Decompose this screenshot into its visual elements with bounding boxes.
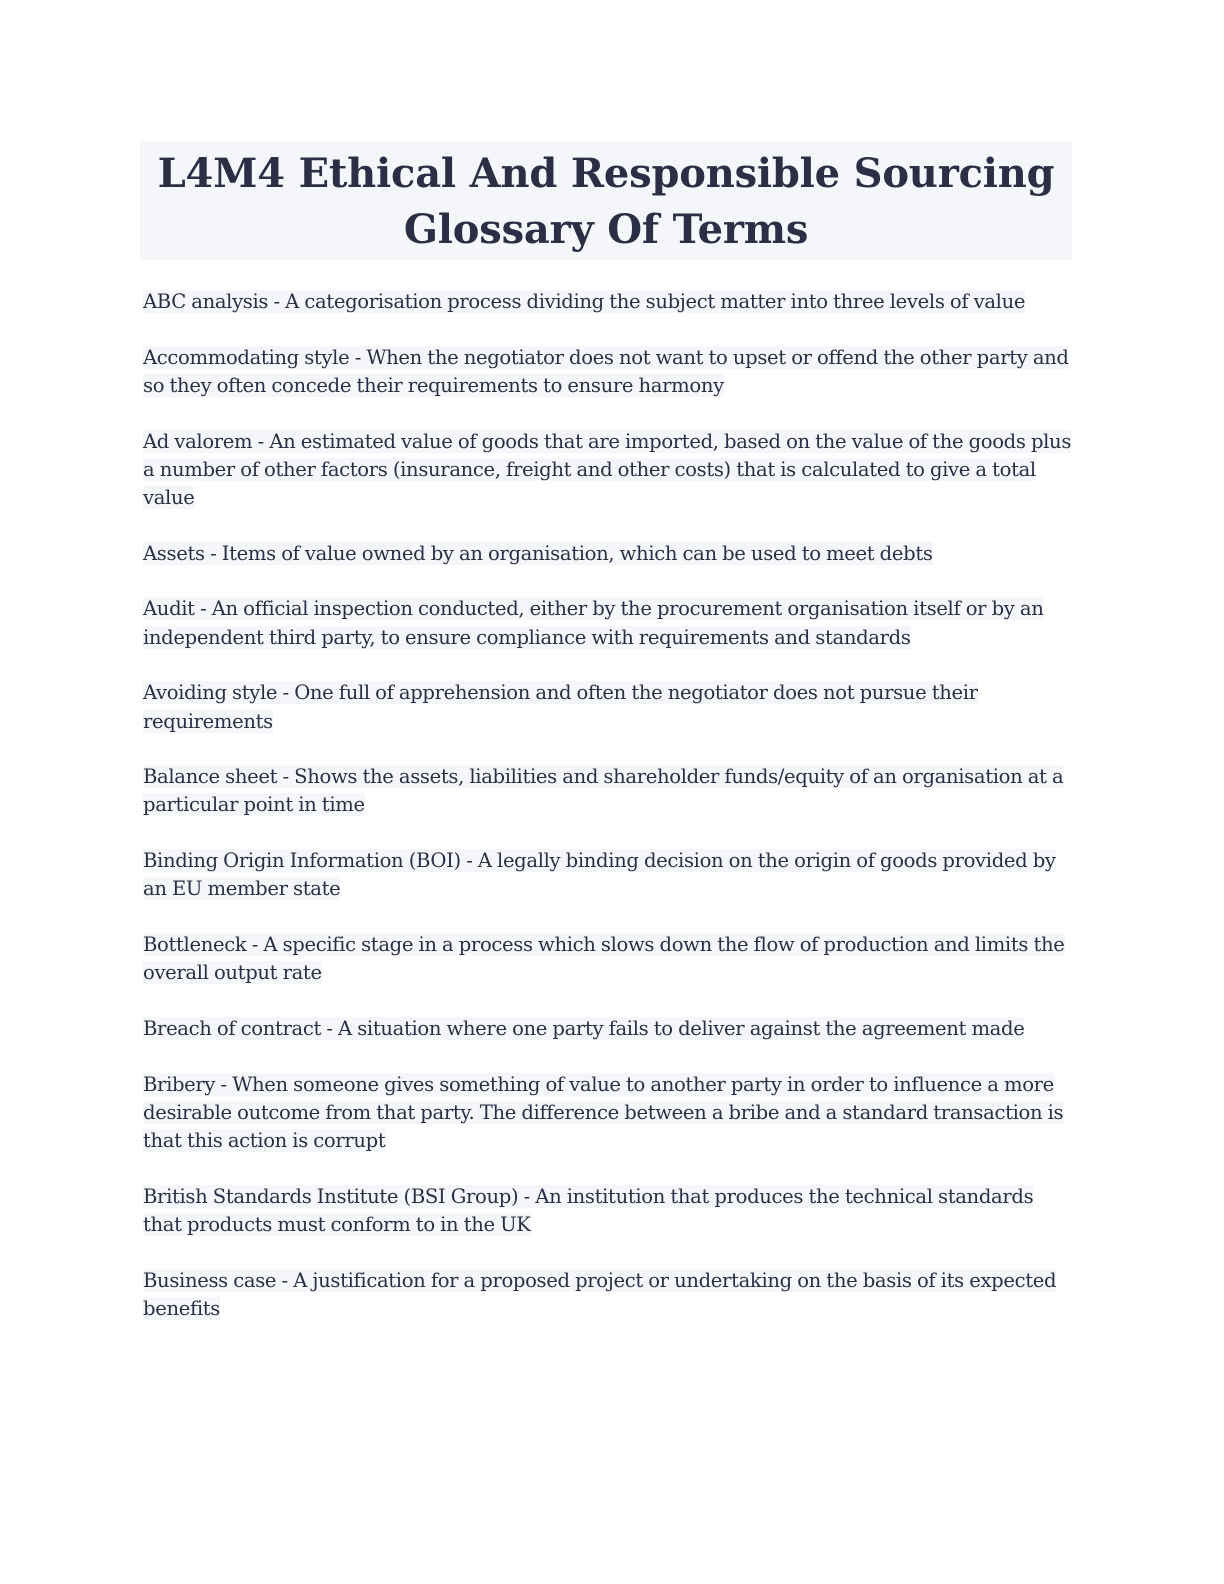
glossary-entry: Binding Origin Information (BOI) - A legally binding decision on the origin of goods provided by an EU member state bbox=[143, 849, 1056, 901]
glossary-term: British Standards Institute (BSI Group) bbox=[143, 1184, 519, 1208]
glossary-term: Audit bbox=[143, 597, 195, 621]
glossary-definition: A situation where one party fails to deliver against the agreement made bbox=[338, 1016, 1025, 1040]
glossary-definition: Items of value owned by an organisation, which can be used to meet debts bbox=[221, 541, 933, 565]
glossary-term: Breach of contract bbox=[143, 1016, 321, 1040]
glossary-term: Avoiding style bbox=[143, 681, 278, 705]
glossary-term: Binding Origin Information (BOI) bbox=[143, 849, 461, 873]
glossary-entry: Accommodating style - When the negotiator does not want to upset or offend the other party and so they often concede their requirements to ensure harmony bbox=[143, 345, 1069, 397]
glossary-term: Balance sheet bbox=[143, 765, 278, 789]
glossary-entry: Breach of contract - A situation where one party fails to deliver against the agreement made bbox=[143, 1016, 1025, 1040]
glossary-entry: Balance sheet - Shows the assets, liabilities and shareholder funds/equity of an organisation at a particular point in time bbox=[143, 765, 1064, 817]
glossary-definition: When someone gives something of value to another party in order to influence a more desirable outcome from that party. The difference between a bribe and a standard transaction is that this action is corrupt bbox=[143, 1072, 1064, 1153]
glossary-entry: Avoiding style - One full of apprehension and often the negotiator does not pursue their requirements bbox=[143, 681, 978, 733]
glossary-definition: A justification for a proposed project or undertaking on the basis of its expected benefits bbox=[143, 1268, 1057, 1320]
title-line-1: L4M4 Ethical And Responsible Sourcing bbox=[157, 150, 1055, 197]
glossary-entry: Bottleneck - A specific stage in a process which slows down the flow of production and limits the overall output rate bbox=[143, 933, 1065, 985]
glossary-entry: ABC analysis - A categorisation process dividing the subject matter into three levels of value bbox=[143, 290, 1026, 313]
glossary-term: Bottleneck bbox=[143, 933, 247, 957]
title-line-2: Glossary Of Terms bbox=[403, 206, 809, 253]
glossary-entry: Ad valorem - An estimated value of goods that are imported, based on the value of the goods plus a number of other factors (insurance, freight and other costs) that is calculated to give a total value bbox=[143, 429, 1072, 510]
glossary-definition: An estimated value of goods that are imported, based on the value of the goods plus a number of other factors (insurance, freight and other costs) that is calculated to give a total value bbox=[143, 429, 1072, 510]
glossary-definition: A legally binding decision on the origin of goods provided by an EU member state bbox=[143, 849, 1056, 901]
glossary-term: ABC analysis bbox=[143, 290, 269, 313]
glossary-term: Bribery bbox=[143, 1072, 216, 1096]
glossary-definition: A categorisation process dividing the subject matter into three levels of value bbox=[285, 290, 1026, 313]
glossary-definition: An official inspection conducted, either by the procurement organisation itself or by an independent third party, to ensure compliance with requirements and standards bbox=[143, 597, 1044, 649]
glossary-term: Assets bbox=[143, 541, 205, 565]
glossary-list bbox=[140, 288, 1072, 1323]
glossary-term: Ad valorem bbox=[143, 429, 253, 453]
glossary-definition: Shows the assets, liabilities and shareholder funds/equity of an organisation at a particular point in time bbox=[143, 765, 1064, 817]
glossary-definition: When the negotiator does not want to upset or offend the other party and so they often concede their requirements to ensure harmony bbox=[143, 345, 1069, 397]
glossary-entry: British Standards Institute (BSI Group) - An institution that produces the technical standards that products must conform to in the UK bbox=[143, 1184, 1034, 1236]
glossary-term: Accommodating style bbox=[143, 345, 350, 369]
glossary-term: Business case bbox=[143, 1268, 277, 1292]
glossary-entry: Audit - An official inspection conducted, either by the procurement organisation itself or by an independent third party, to ensure compliance with requirements and standards bbox=[143, 597, 1044, 649]
glossary-entry: Bribery - When someone gives something of value to another party in order to influence a more desirable outcome from that party. The difference between a bribe and a standard transaction is that this action is corrupt bbox=[143, 1072, 1064, 1153]
glossary-entry: Business case - A justification for a proposed project or undertaking on the basis of its expected benefits bbox=[143, 1268, 1057, 1320]
glossary-definition: A specific stage in a process which slows down the flow of production and limits the overall output rate bbox=[143, 933, 1065, 985]
glossary-definition: One full of apprehension and often the negotiator does not pursue their requirements bbox=[143, 681, 978, 733]
document-title bbox=[140, 142, 1072, 260]
glossary-entry: Assets - Items of value owned by an organisation, which can be used to meet debts bbox=[143, 541, 933, 565]
glossary-definition: An institution that produces the technical standards that products must conform to in the UK bbox=[143, 1184, 1034, 1236]
document-page bbox=[140, 142, 1072, 1351]
